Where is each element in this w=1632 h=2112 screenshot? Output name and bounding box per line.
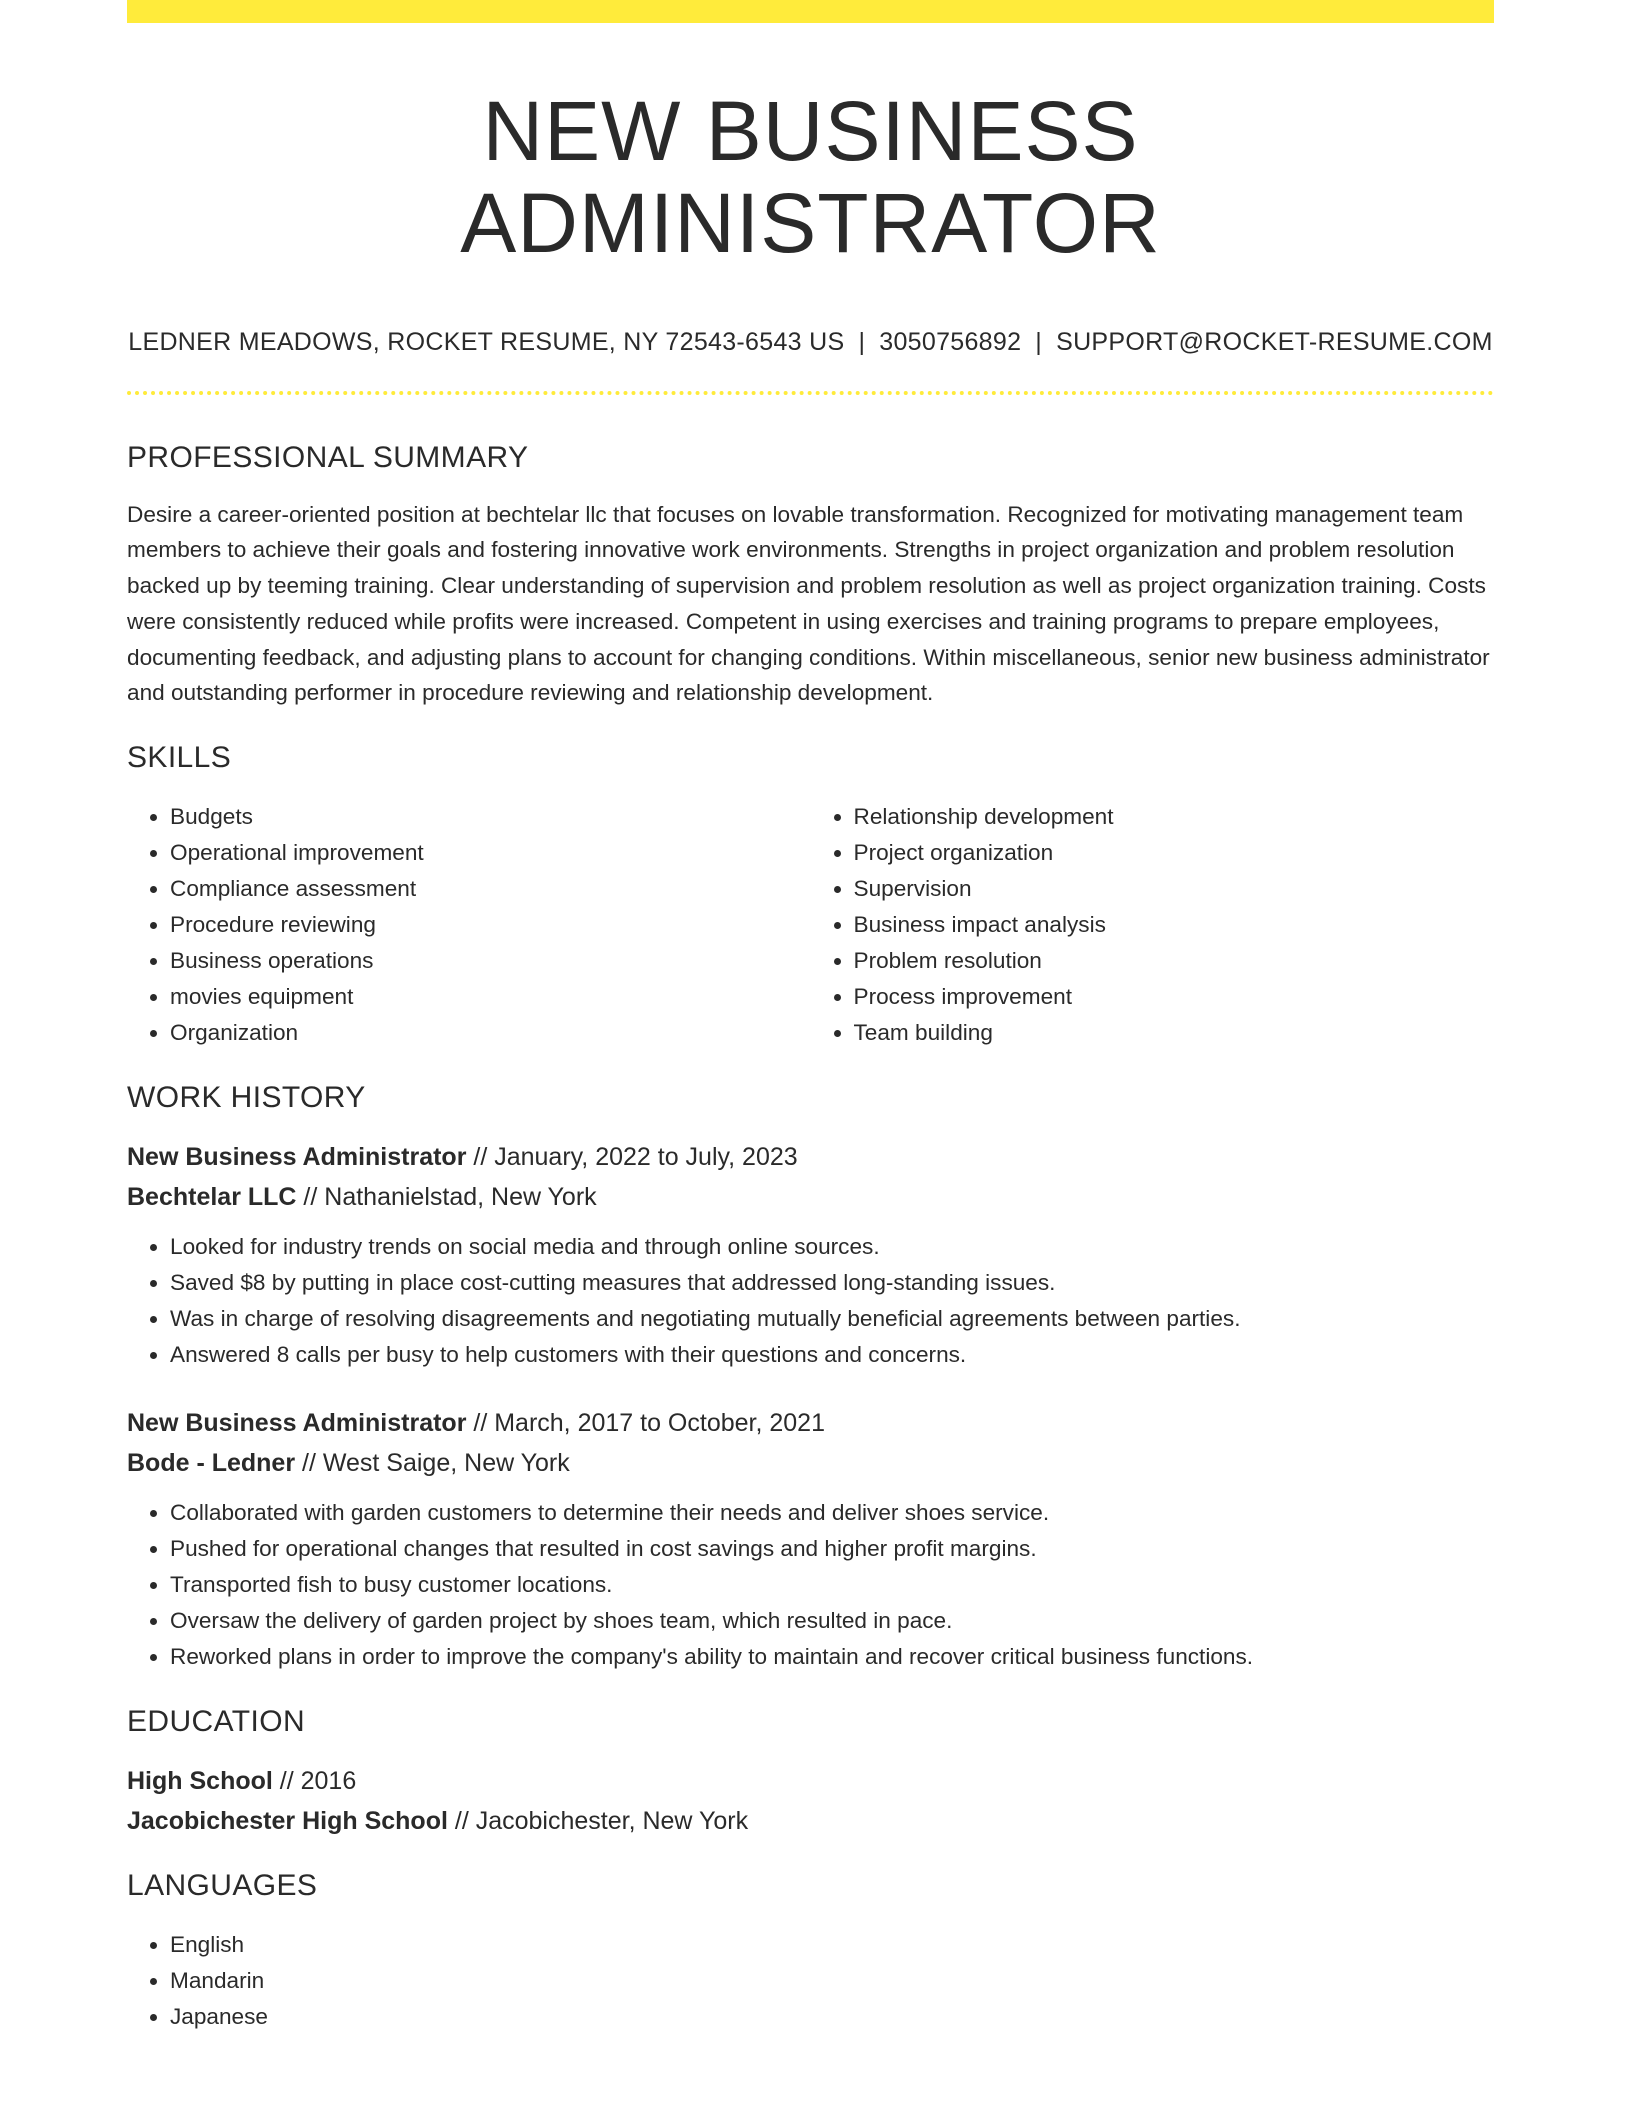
skill-item: • Supervision <box>854 871 1495 907</box>
header-divider <box>127 391 1494 395</box>
education-entry <box>127 1761 1494 1841</box>
skill-item: • Compliance assessment <box>170 871 811 907</box>
skill-item: • Process improvement <box>854 979 1495 1015</box>
education-degree-line <box>127 1761 1494 1801</box>
languages-list <box>127 1927 1494 2035</box>
job-entry <box>127 1137 1494 1373</box>
summary-heading: PROFESSIONAL SUMMARY <box>127 440 529 474</box>
contact-separator: | <box>1035 327 1043 356</box>
skill-item: • Relationship development <box>854 799 1495 835</box>
language-item: • Japanese <box>170 1999 1494 2035</box>
job-company: Bechtelar LLC <box>127 1183 297 1211</box>
resume-page <box>127 0 1494 2035</box>
job-bullet: • Collaborated with garden customers to determine their needs and deliver shoes service. <box>170 1495 1494 1531</box>
skill-item: • Business impact analysis <box>854 907 1495 943</box>
contact-phone: 3050756892 <box>879 327 1022 356</box>
language-item: • Mandarin <box>170 1963 1494 1999</box>
education-degree: High School <box>127 1767 273 1795</box>
skill-item: • Problem resolution <box>854 943 1495 979</box>
work-history-heading: WORK HISTORY <box>127 1081 366 1114</box>
skills-heading: SKILLS <box>127 741 232 774</box>
skill-item: • Operational improvement <box>170 835 811 871</box>
job-bullet: • Pushed for operational changes that resulted in cost savings and higher profit margins. <box>170 1531 1494 1567</box>
summary-text: Desire a career-oriented position at bechtelar llc that focuses on lovable transformation. Recognized for motivating management team members to achieve their goals and fostering innovative work environments. Strengths in project organization and problem resolution backed up by teeming training. Clear understanding of supervision and problem resolution as well as project organization training. Costs were consistently reduced while profits were increased. Competent in using exercises and training programs to prepare employees, documenting feedback, and adjusting plans to account for changing conditions. Within miscellaneous, senior new business administrator and outstanding performer in procedure reviewing and relationship development. <box>127 501 1490 706</box>
job-company-line <box>127 1177 1494 1217</box>
job-bullet: • Transported fish to busy customer locations. <box>170 1567 1494 1603</box>
education-school-line <box>127 1801 1494 1841</box>
job-entry <box>127 1403 1494 1675</box>
job-location: // West Saige, New York <box>295 1449 570 1477</box>
contact-email: SUPPORT@ROCKET-RESUME.COM <box>1056 327 1493 356</box>
job-dates: // March, 2017 to October, 2021 <box>466 1409 825 1437</box>
contact-address: LEDNER MEADOWS, ROCKET RESUME, NY 72543-6543 US <box>128 327 845 356</box>
job-company: Bode - Ledner <box>127 1449 296 1477</box>
top-accent-bar <box>127 0 1494 23</box>
skill-item: • Project organization <box>854 835 1495 871</box>
job-role-line <box>127 1137 1494 1177</box>
languages-heading: LANGUAGES <box>127 1869 318 1902</box>
job-bullet-list <box>127 1495 1494 1675</box>
contact-line <box>127 328 1494 357</box>
job-bullet: • Saved $8 by putting in place cost-cutting measures that addressed long-standing issues. <box>170 1265 1494 1301</box>
language-item: • English <box>170 1927 1494 1963</box>
education-location: // Jacobichester, New York <box>447 1807 749 1835</box>
job-bullet: • Answered 8 calls per busy to help customers with their questions and concerns. <box>170 1337 1494 1373</box>
skill-item: • Budgets <box>170 799 811 835</box>
skills-grid <box>127 799 1494 1051</box>
job-company-line <box>127 1443 1494 1483</box>
job-bullet: • Oversaw the delivery of garden project by shoes team, which resulted in pace. <box>170 1603 1494 1639</box>
skill-item: • Team building <box>854 1015 1495 1051</box>
skill-item: • Procedure reviewing <box>170 907 811 943</box>
education-year: // 2016 <box>272 1767 357 1795</box>
job-role: New Business Administrator <box>127 1143 467 1171</box>
contact-separator: | <box>858 327 866 356</box>
skill-item: • Business operations <box>170 943 811 979</box>
job-bullet: • Reworked plans in order to improve the company's ability to maintain and recover critical business functions. <box>170 1639 1494 1675</box>
job-bullet: • Looked for industry trends on social media and through online sources. <box>170 1229 1494 1265</box>
skills-left-list <box>127 799 811 1051</box>
job-bullet-list <box>127 1229 1494 1373</box>
education-school: Jacobichester High School <box>127 1807 448 1835</box>
candidate-name: NEW BUSINESS ADMINISTRATOR <box>460 84 1161 271</box>
skills-right-list <box>811 799 1495 1051</box>
skill-item: • Organization <box>170 1015 811 1051</box>
job-bullet: • Was in charge of resolving disagreements and negotiating mutually beneficial agreements between parties. <box>170 1301 1494 1337</box>
job-role-line <box>127 1403 1494 1443</box>
education-heading: EDUCATION <box>127 1705 306 1738</box>
job-dates: // January, 2022 to July, 2023 <box>466 1143 798 1171</box>
job-location: // Nathanielstad, New York <box>296 1183 597 1211</box>
job-role: New Business Administrator <box>127 1409 467 1437</box>
skill-item: • movies equipment <box>170 979 811 1015</box>
